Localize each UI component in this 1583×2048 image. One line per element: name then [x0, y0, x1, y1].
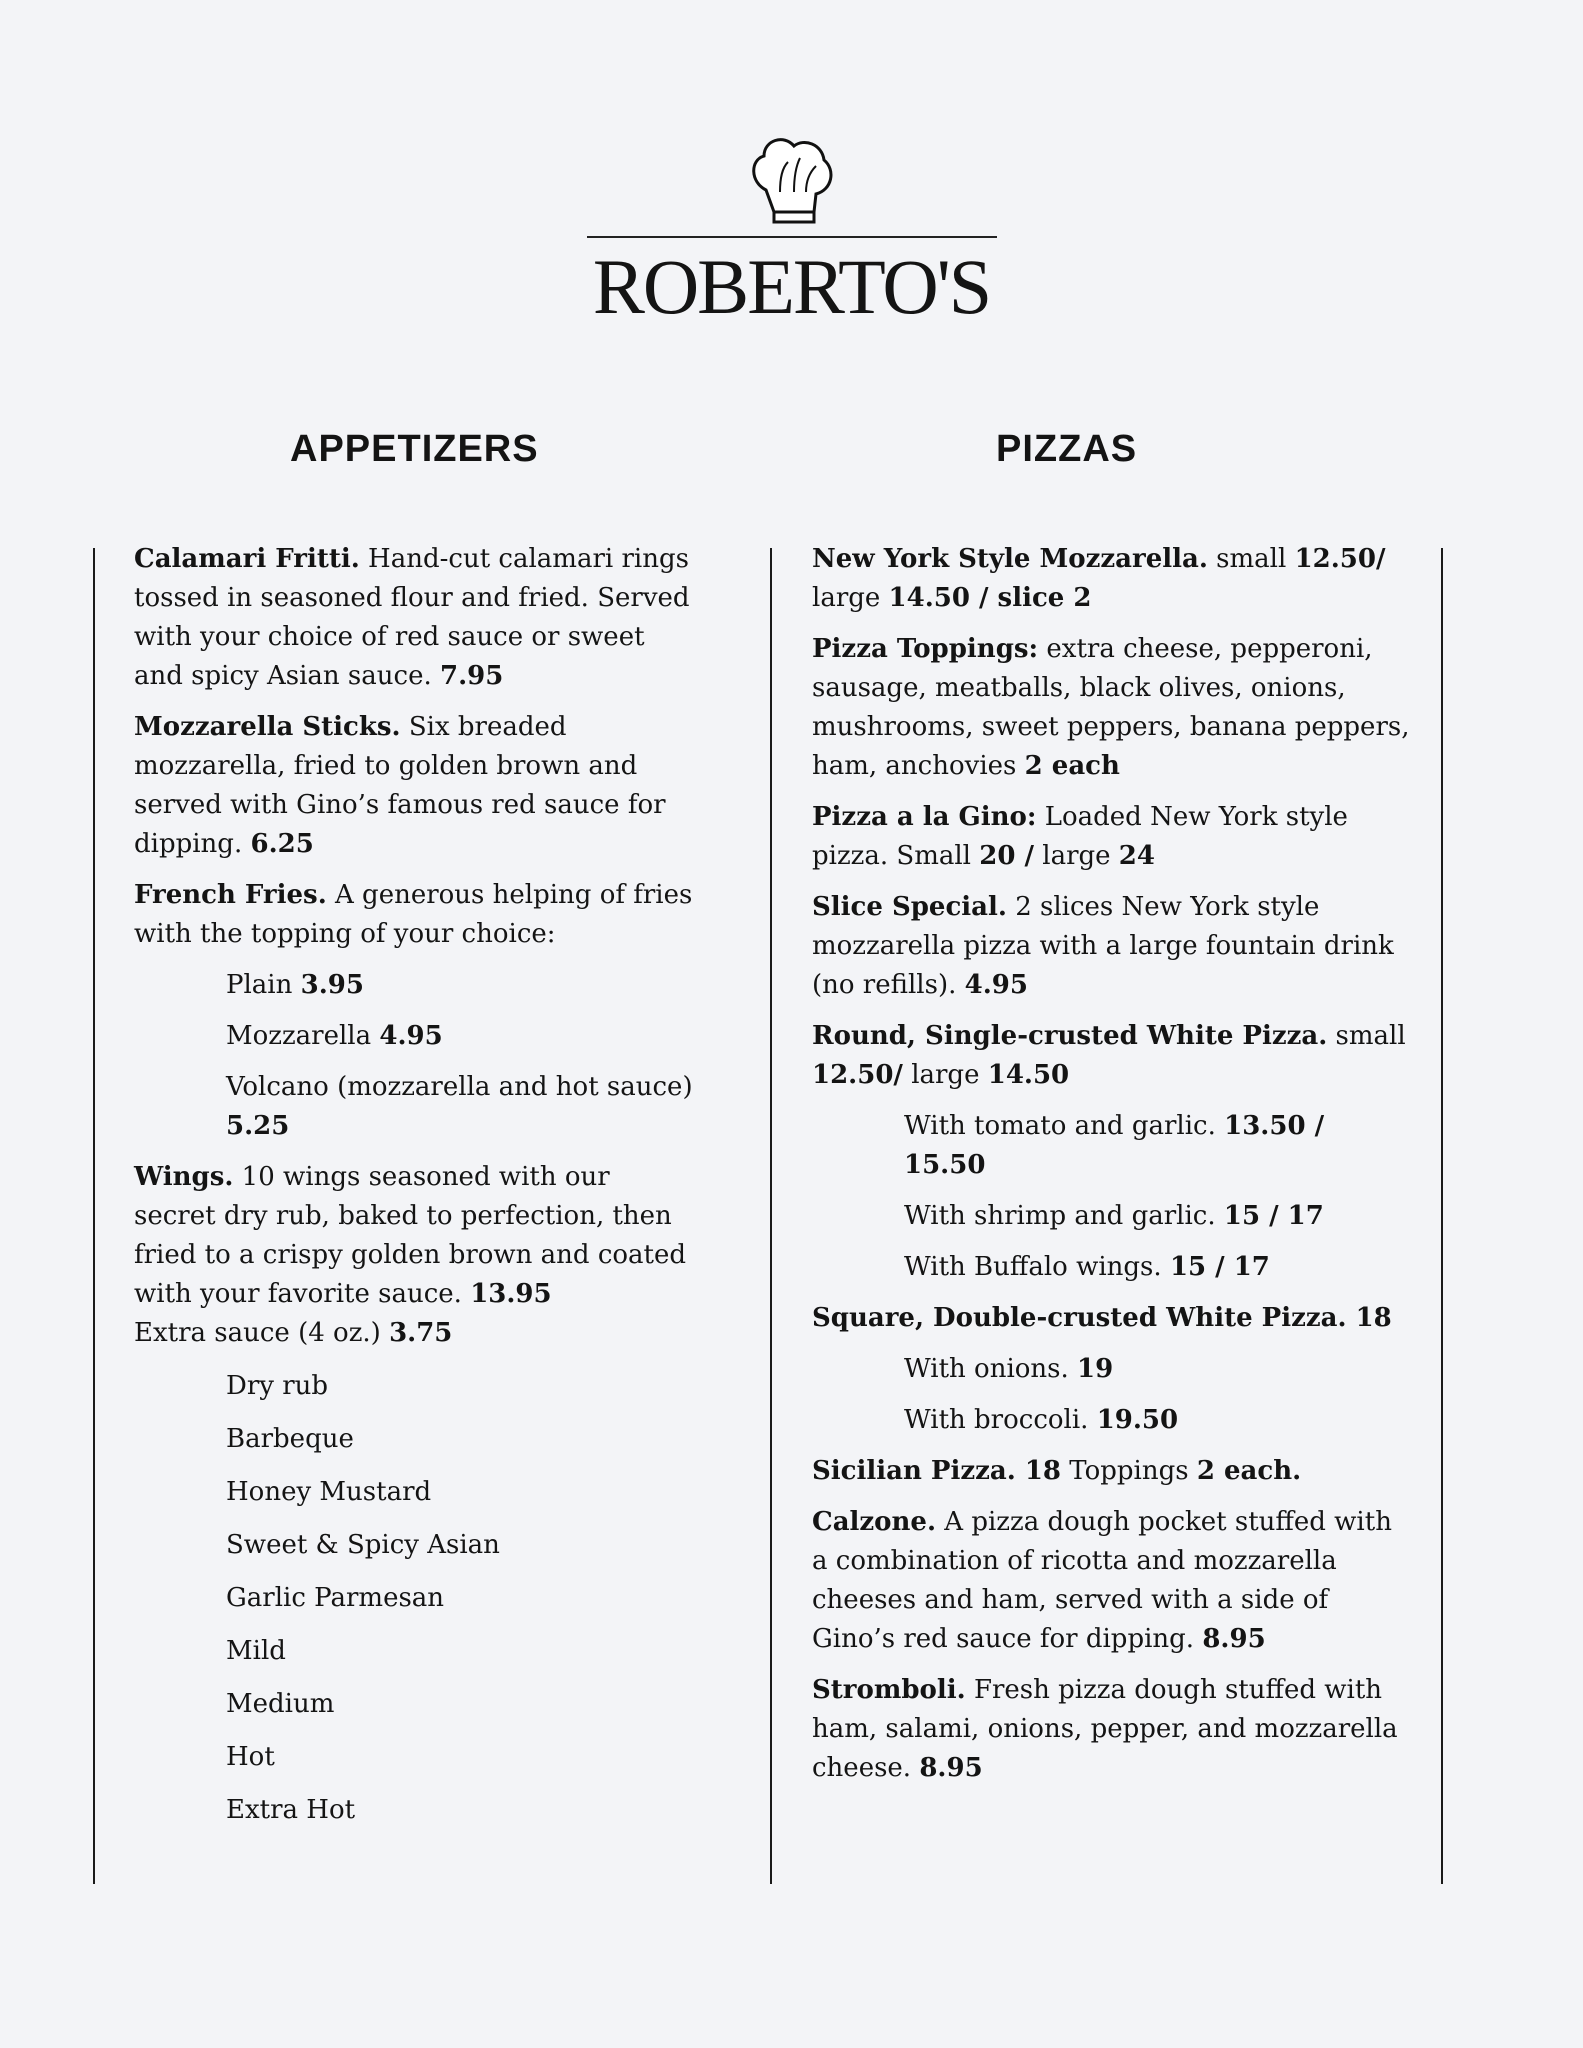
option-row — [812, 1248, 1412, 1287]
item-price: 12.50/ — [812, 1060, 903, 1090]
sauce-item: Hot — [226, 1742, 275, 1772]
menu-header — [0, 130, 1583, 330]
menu-item — [812, 540, 1412, 618]
option-price: 19.50 — [1096, 1405, 1179, 1435]
brand-rule — [587, 236, 997, 238]
sauce-item: Honey Mustard — [226, 1477, 432, 1507]
menu-item — [134, 876, 694, 954]
option-label: With onions. — [904, 1354, 1069, 1384]
menu-item — [812, 1671, 1412, 1788]
menu-item — [812, 1452, 1412, 1491]
option-row — [812, 1350, 1412, 1389]
extra-sauce-line — [134, 1314, 694, 1353]
center-rule — [770, 548, 772, 1884]
item-desc: Hand-cut calamari rings tossed in seasoned flour and fried. Served with your choice of red sauce or sweet and spicy Asian sauce. — [134, 544, 690, 691]
option-price: 19 — [1077, 1354, 1114, 1384]
option-label: Plain — [226, 970, 293, 1000]
item-name: Slice Special. — [812, 892, 1007, 922]
menu-item — [134, 540, 694, 696]
menu-item — [134, 708, 694, 864]
item-price: 2 each — [1024, 751, 1120, 781]
pizzas-column — [812, 540, 1412, 1800]
option-row — [134, 1017, 694, 1056]
option-label: Mozzarella — [226, 1021, 372, 1051]
item-price: 8.95 — [919, 1753, 983, 1783]
item-name: Round, Single-crusted White Pizza. — [812, 1021, 1328, 1051]
chef-hat-icon — [744, 130, 840, 230]
sauce-item: Garlic Parmesan — [226, 1583, 445, 1613]
sauce-item: Medium — [226, 1689, 335, 1719]
option-row — [812, 1197, 1412, 1236]
item-price: 4.95 — [964, 970, 1028, 1000]
menu-item — [812, 798, 1412, 876]
sauce-item: Extra Hot — [226, 1795, 356, 1825]
right-rule — [1441, 548, 1443, 1884]
item-desc: 10 wings seasoned with our secret dry rub, baked to perfection, then fried to a crispy golden brown and coated with your favorite sauce. — [134, 1162, 687, 1309]
option-label: With broccoli. — [904, 1405, 1089, 1435]
option-label: With shrimp and garlic. — [904, 1201, 1216, 1231]
item-name: Wings. — [134, 1162, 234, 1192]
pizzas-title: PIZZAS — [996, 428, 1138, 470]
item-name: Calzone. — [812, 1507, 937, 1537]
sauce-list — [134, 1367, 694, 1830]
item-desc: Fresh pizza dough stuffed with ham, salami, onions, pepper, and mozzarella cheese. — [812, 1675, 1398, 1783]
sauce-item: Mild — [226, 1636, 286, 1666]
option-row — [812, 1401, 1412, 1440]
item-price: 13.95 — [470, 1279, 552, 1309]
item-name: Mozzarella Sticks. — [134, 712, 401, 742]
option-price: 4.95 — [379, 1021, 443, 1051]
item-price: 24 — [1118, 841, 1155, 871]
item-price: 14.50 / slice 2 — [888, 583, 1092, 613]
option-price: 15 / 17 — [1169, 1252, 1270, 1282]
item-desc: A generous helping of fries with the topping of your choice: — [134, 880, 693, 949]
appetizers-title: APPETIZERS — [290, 428, 539, 470]
sauce-item: Barbeque — [226, 1424, 354, 1454]
menu-item — [812, 1503, 1412, 1659]
menu-item — [812, 1299, 1412, 1338]
menu-item — [812, 888, 1412, 1005]
item-name: Calamari Fritti. — [134, 544, 360, 574]
option-row — [134, 966, 694, 1005]
item-desc: 2 slices New York style mozzarella pizza with a large fountain drink (no refills). — [812, 892, 1394, 1000]
item-price: 7.95 — [439, 661, 504, 691]
option-row — [812, 1107, 1412, 1185]
option-price: 3.95 — [300, 970, 364, 1000]
menu-item — [812, 1017, 1412, 1095]
item-desc: small — [1335, 1021, 1406, 1051]
option-label: Volcano (mozzarella and hot sauce) — [226, 1072, 693, 1102]
item-desc: extra cheese, pepperoni, sausage, meatballs, black olives, onions, mushrooms, sweet peppers, banana peppers, ham, anchovies — [812, 634, 1410, 781]
item-desc: small — [1216, 544, 1287, 574]
item-price: 6.25 — [250, 829, 314, 859]
sauce-item: Sweet & Spicy Asian — [226, 1530, 500, 1560]
item-name: Pizza Toppings: — [812, 634, 1039, 664]
option-label: With tomato and garlic. — [904, 1111, 1216, 1141]
item-price: 14.50 — [987, 1060, 1070, 1090]
extra-sauce-price: 3.75 — [389, 1318, 453, 1348]
item-name: New York Style Mozzarella. — [812, 544, 1208, 574]
brand-name: ROBERTO'S — [592, 243, 991, 330]
option-row — [134, 1068, 694, 1146]
item-price: 8.95 — [1202, 1624, 1266, 1654]
menu-item — [134, 1158, 694, 1314]
option-price: 13.50 / 15.50 — [904, 1111, 1325, 1180]
item-desc: large — [911, 1060, 980, 1090]
item-desc: large — [1042, 841, 1111, 871]
item-desc: Toppings — [1069, 1456, 1189, 1486]
appetizers-column — [134, 540, 694, 1844]
option-price: 15 / 17 — [1223, 1201, 1324, 1231]
item-price: 12.50/ — [1294, 544, 1386, 574]
option-label: With Buffalo wings. — [904, 1252, 1162, 1282]
item-desc: Loaded New York style pizza. Small — [812, 802, 1348, 871]
item-name: Square, Double-crusted White Pizza. 18 — [812, 1303, 1392, 1333]
item-name: Pizza a la Gino: — [812, 802, 1037, 832]
left-rule — [93, 548, 95, 1884]
menu-item — [812, 630, 1412, 786]
sauce-item: Dry rub — [226, 1371, 329, 1401]
option-price: 5.25 — [226, 1111, 290, 1141]
item-desc: large — [812, 583, 881, 613]
extra-sauce-label: Extra sauce (4 oz.) — [134, 1318, 381, 1348]
item-price: 20 / — [979, 841, 1034, 871]
item-name: Stromboli. — [812, 1675, 966, 1705]
item-desc: A pizza dough pocket stuffed with a combination of ricotta and mozzarella cheeses and ham, served with a side of Gino’s red sauce for dipping. — [812, 1507, 1392, 1654]
item-desc: Six breaded mozzarella, fried to golden brown and served with Gino’s famous red sauce for dipping. — [134, 712, 666, 859]
item-name: French Fries. — [134, 880, 327, 910]
item-price: 2 each. — [1196, 1456, 1302, 1486]
item-name: Sicilian Pizza. 18 — [812, 1456, 1062, 1486]
